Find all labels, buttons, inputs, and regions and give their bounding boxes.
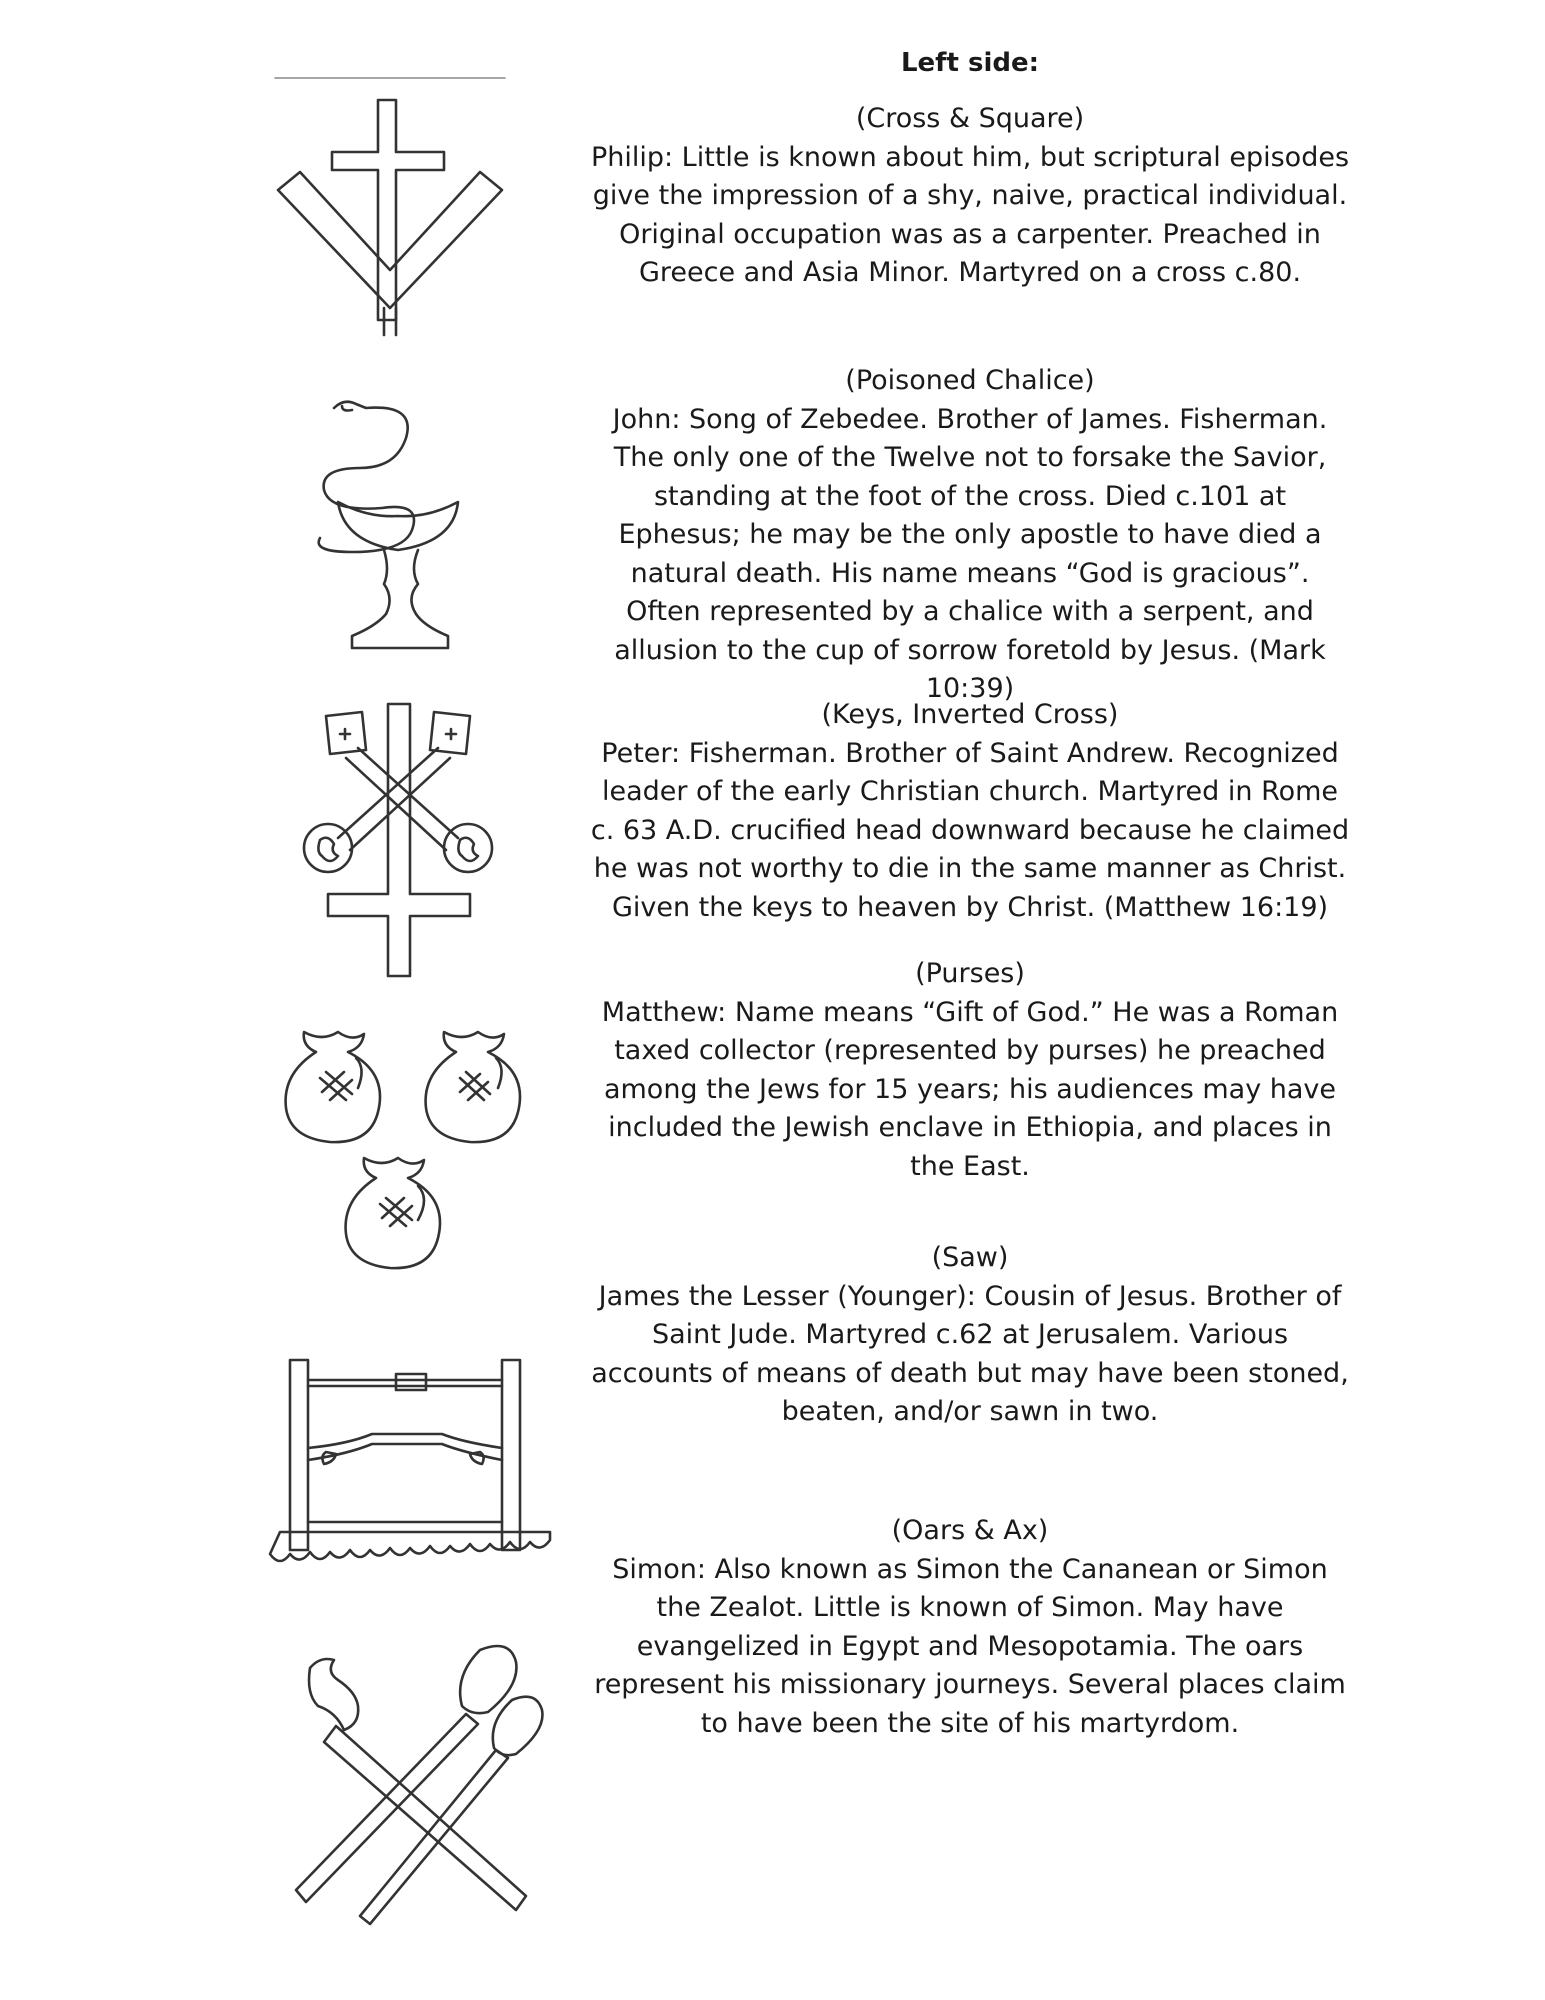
symbol-caption: (Poisoned Chalice) (845, 365, 1095, 396)
entry-text: Peter: Fisherman. Brother of Saint Andrew. Recognized leader of the early Christian church. Martyred in Rome c. 63 A.D. crucified head downward because he claimed he was not worthy to die in the same manner as Christ. Given the keys to heaven by Christ. (Matthew 16:19) (590, 737, 1350, 923)
symbol-caption: (Oars & Ax) (891, 1515, 1049, 1546)
entry-text: Simon: Also known as Simon the Cananean or Simon the Zealot. Little is known of Simon. May have evangelized in Egypt and Mesopotamia. The oars represent his missionary journeys. Several places claim to have been the site of his martyrdom. (594, 1553, 1346, 1739)
entry-philip (590, 100, 1350, 293)
symbol-caption: (Keys, Inverted Cross) (821, 699, 1119, 730)
entry-text: Philip: Little is known about him, but scriptural episodes give the impression of a shy, naive, practical individual. Original occupation was as a carpenter. Preached in Greece and Asia Minor. Martyred on a cross c.80. (590, 141, 1350, 288)
symbol-caption: (Saw) (931, 1242, 1009, 1273)
entry-matthew (590, 955, 1350, 1186)
entry-simon (590, 1512, 1350, 1743)
purses-icon (282, 1020, 542, 1280)
keys-inverted-cross-icon (278, 700, 518, 980)
entry-text: Matthew: Name means “Gift of God.” He was a Roman taxed collector (represented by purses) he preached among the Jews for 15 years; his audiences may have included the Jewish enclave in Ethiopia, and places in the East. (601, 996, 1339, 1182)
symbol-caption: (Cross & Square) (855, 103, 1085, 134)
entry-james-the-lesser (590, 1239, 1350, 1432)
saw-icon (276, 1350, 556, 1600)
entry-john (590, 362, 1350, 709)
entry-peter (590, 696, 1350, 927)
entry-text: John: Song of Zebedee. Brother of James. Fisherman. The only one of the Twelve not to forsake the Savior, standing at the foot of the cross. Died c.101 at Ephesus; he may be the only apostle to have died a natural death. His name means “God is gracious”. Often represented by a chalice with a serpent, and allusion to the cup of sorrow foretold by Jesus. (Mark 10:39) (612, 403, 1328, 704)
symbol-column (0, 0, 600, 2000)
poisoned-chalice-icon (330, 390, 490, 660)
page-heading: Left side: (900, 48, 1040, 78)
cross-and-square-icon (270, 70, 510, 350)
entry-text: James the Lesser (Younger): Cousin of Jesus. Brother of Saint Jude. Martyred c.62 at Jerusalem. Various accounts of means of death but may have been stoned, beaten, and/or sawn in two. (591, 1280, 1349, 1427)
oars-and-ax-icon (280, 1640, 560, 1920)
symbol-caption: (Purses) (915, 958, 1025, 989)
